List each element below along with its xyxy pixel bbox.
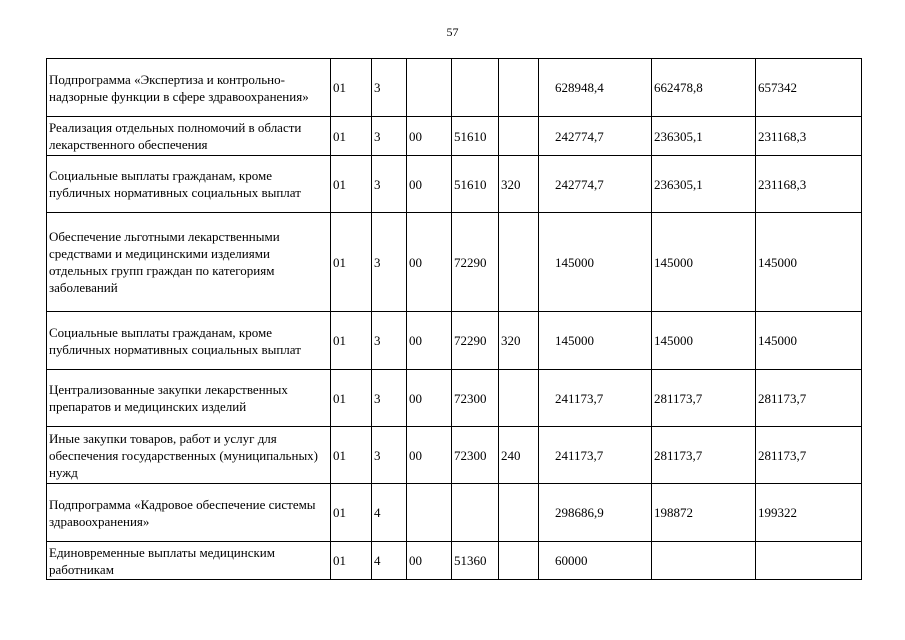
direction-code-cell: 72290 xyxy=(452,312,499,370)
direction-code-cell: 51360 xyxy=(452,542,499,580)
subprogram-code-cell: 3 xyxy=(372,213,407,312)
expense-type-cell xyxy=(499,370,539,427)
table-row xyxy=(47,484,862,542)
gp-code-cell: 01 xyxy=(331,213,372,312)
amount-year-1-cell: 298686,9 xyxy=(539,484,652,542)
gp-code-cell: 01 xyxy=(331,427,372,484)
amount-year-3-cell: 145000 xyxy=(756,213,862,312)
direction-code-cell xyxy=(452,484,499,542)
expense-type-cell: 240 xyxy=(499,427,539,484)
row-name-cell: Централизованные закупки лекарственных препаратов и медицинских изделий xyxy=(47,370,331,427)
gp-code-cell: 01 xyxy=(331,156,372,213)
expense-type-cell xyxy=(499,542,539,580)
amount-year-3-cell: 657342 xyxy=(756,59,862,117)
subprogram-code-cell: 3 xyxy=(372,156,407,213)
table-row xyxy=(47,156,862,213)
table-row xyxy=(47,370,862,427)
main-event-code-cell: 00 xyxy=(407,117,452,156)
main-event-code-cell: 00 xyxy=(407,213,452,312)
amount-year-1-cell: 145000 xyxy=(539,312,652,370)
main-event-code-cell: 00 xyxy=(407,427,452,484)
amount-year-1-cell: 241173,7 xyxy=(539,427,652,484)
direction-code-cell: 72290 xyxy=(452,213,499,312)
subprogram-code-cell: 3 xyxy=(372,427,407,484)
row-name-cell: Социальные выплаты гражданам, кроме публичных нормативных социальных выплат xyxy=(47,312,331,370)
amount-year-1-cell: 242774,7 xyxy=(539,117,652,156)
expense-type-cell: 320 xyxy=(499,156,539,213)
main-event-code-cell: 00 xyxy=(407,542,452,580)
row-name-cell: Социальные выплаты гражданам, кроме публичных нормативных социальных выплат xyxy=(47,156,331,213)
subprogram-code-cell: 3 xyxy=(372,370,407,427)
row-name-cell: Обеспечение льготными лекарственными средствами и медицинскими изделиями отдельных групп граждан по категориям заболеваний xyxy=(47,213,331,312)
expense-type-cell xyxy=(499,484,539,542)
amount-year-3-cell: 199322 xyxy=(756,484,862,542)
amount-year-2-cell: 145000 xyxy=(652,213,756,312)
direction-code-cell: 72300 xyxy=(452,427,499,484)
amount-year-3-cell: 231168,3 xyxy=(756,117,862,156)
amount-year-2-cell: 145000 xyxy=(652,312,756,370)
amount-year-3-cell: 281173,7 xyxy=(756,370,862,427)
subprogram-code-cell: 4 xyxy=(372,484,407,542)
amount-year-1-cell: 628948,4 xyxy=(539,59,652,117)
main-event-code-cell xyxy=(407,484,452,542)
amount-year-3-cell: 231168,3 xyxy=(756,156,862,213)
amount-year-1-cell: 145000 xyxy=(539,213,652,312)
subprogram-code-cell: 3 xyxy=(372,312,407,370)
gp-code-cell: 01 xyxy=(331,312,372,370)
amount-year-2-cell: 281173,7 xyxy=(652,427,756,484)
amount-year-2-cell: 662478,8 xyxy=(652,59,756,117)
table-row xyxy=(47,542,862,580)
gp-code-cell: 01 xyxy=(331,542,372,580)
amount-year-3-cell: 281173,7 xyxy=(756,427,862,484)
expense-type-cell xyxy=(499,117,539,156)
amount-year-2-cell: 236305,1 xyxy=(652,117,756,156)
gp-code-cell: 01 xyxy=(331,370,372,427)
subprogram-code-cell: 4 xyxy=(372,542,407,580)
main-event-code-cell: 00 xyxy=(407,370,452,427)
direction-code-cell: 51610 xyxy=(452,156,499,213)
main-event-code-cell: 00 xyxy=(407,156,452,213)
amount-year-2-cell: 236305,1 xyxy=(652,156,756,213)
expense-type-cell xyxy=(499,59,539,117)
subprogram-code-cell: 3 xyxy=(372,117,407,156)
gp-code-cell: 01 xyxy=(331,484,372,542)
table-row xyxy=(47,59,862,117)
row-name-cell: Подпрограмма «Кадровое обеспечение системы здравоохранения» xyxy=(47,484,331,542)
budget-table-body xyxy=(47,59,862,580)
amount-year-1-cell: 242774,7 xyxy=(539,156,652,213)
amount-year-3-cell: 145000 xyxy=(756,312,862,370)
amount-year-2-cell: 281173,7 xyxy=(652,370,756,427)
amount-year-2-cell: 198872 xyxy=(652,484,756,542)
row-name-cell: Подпрограмма «Экспертиза и контрольно-надзорные функции в сфере здравоохранения» xyxy=(47,59,331,117)
amount-year-1-cell: 241173,7 xyxy=(539,370,652,427)
expense-type-cell: 320 xyxy=(499,312,539,370)
expense-type-cell xyxy=(499,213,539,312)
subprogram-code-cell: 3 xyxy=(372,59,407,117)
main-event-code-cell: 00 xyxy=(407,312,452,370)
direction-code-cell xyxy=(452,59,499,117)
table-row xyxy=(47,312,862,370)
main-event-code-cell xyxy=(407,59,452,117)
gp-code-cell: 01 xyxy=(331,117,372,156)
table-row xyxy=(47,117,862,156)
table-row xyxy=(47,427,862,484)
row-name-cell: Реализация отдельных полномочий в области лекарственного обеспечения xyxy=(47,117,331,156)
gp-code-cell: 01 xyxy=(331,59,372,117)
direction-code-cell: 51610 xyxy=(452,117,499,156)
table-row xyxy=(47,213,862,312)
amount-year-2-cell xyxy=(652,542,756,580)
direction-code-cell: 72300 xyxy=(452,370,499,427)
amount-year-1-cell: 60000 xyxy=(539,542,652,580)
amount-year-3-cell xyxy=(756,542,862,580)
row-name-cell: Иные закупки товаров, работ и услуг для обеспечения государственных (муниципальных) нужд xyxy=(47,427,331,484)
row-name-cell: Единовременные выплаты медицинским работникам xyxy=(47,542,331,580)
page-number: 57 xyxy=(446,25,459,39)
budget-table xyxy=(46,58,862,580)
